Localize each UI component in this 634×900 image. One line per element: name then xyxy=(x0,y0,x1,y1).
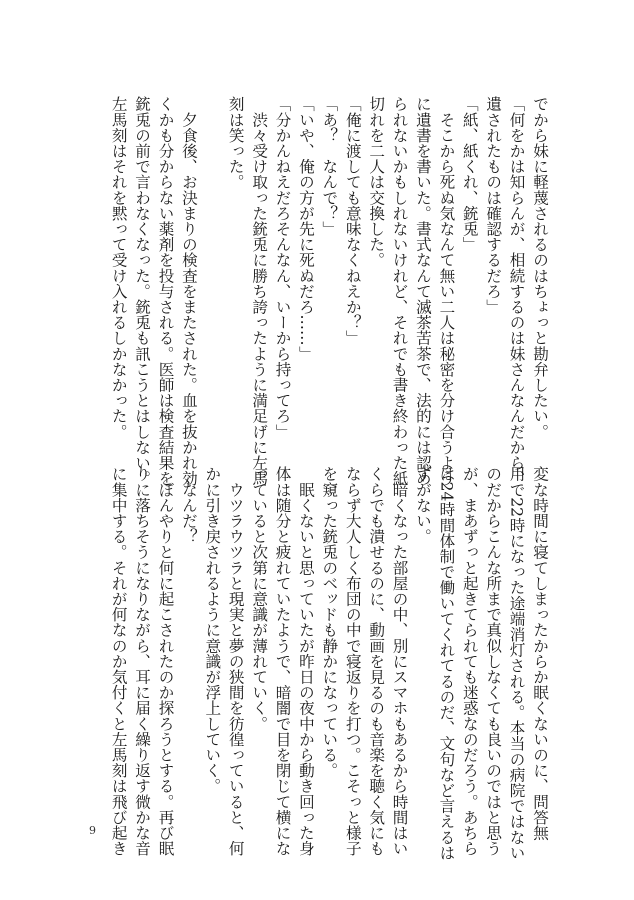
lower-text-line: は24時間体制で働いてくれてるのだ、文句など言えるは xyxy=(437,466,456,861)
upper-text-line: 「分かんねえだろそんなん、いーから持ってろ」 xyxy=(273,96,292,440)
lower-text-line: ならず大人しく布団の中で寝返りを打つ。こそっと様子 xyxy=(343,466,362,856)
upper-text-line: 遺されたものは確認するだろ」 xyxy=(484,96,503,315)
lower-text-line: かに引き戻されるように意識が浮上していく。 xyxy=(203,466,222,794)
lower-text-block xyxy=(81,466,551,861)
lower-text-line: くらでも潰せるのに、動画を見るのも音楽を聴く気にも xyxy=(367,466,386,856)
page-number: 9 xyxy=(89,824,96,837)
upper-text-line: 「あ？ なんで？」 xyxy=(320,96,339,237)
lower-text-line: なんだ？ xyxy=(179,466,198,544)
lower-text-line: 眠くないと思っていたが昨日の夜中から動き回った身 xyxy=(296,466,315,856)
lower-text-line: 用で22時になった途端消灯される。本当の病院ではない xyxy=(507,466,526,861)
upper-text-line: 「紙、紙くれ、銃兎」 xyxy=(460,96,479,252)
upper-text-line: でから妹に軽蔑されるのはちょっと勘弁したい。 xyxy=(531,96,549,440)
lower-text-line: っていると次第に意識が薄れていく。 xyxy=(250,466,269,732)
upper-text-block xyxy=(81,96,551,486)
upper-text-line: 左馬刻はそれを黙って受け入れるしかなかった。 xyxy=(109,96,128,440)
lower-text-line: 体は随分と疲れていたようで、暗闇で目を閉じて横にな xyxy=(273,466,292,856)
lower-text-line: りに落ちそうになりながら、耳に届く繰り返す微かな音 xyxy=(133,466,152,856)
upper-text-line: そこから死ぬ気なんて無い二人は秘密を分け合うよう xyxy=(437,96,456,486)
upper-text-line: に遺書を書いた。書式なんて滅茶苦茶で、法的には認め xyxy=(413,96,432,486)
lower-text-line: を窺った銃兎のベッドも静かになっている。 xyxy=(320,466,339,778)
lower-text-line: のだからこんな所まで真似しなくても良いのではと思う xyxy=(484,466,503,856)
lower-text-line: 暗くなった部屋の中、別にスマホもあるから時間はい xyxy=(390,466,409,856)
upper-text-line: 刻は笑った。 xyxy=(226,96,245,190)
lower-text-line: ずがない。 xyxy=(413,466,432,544)
upper-text-line: 「いや、俺の方が先に死ぬだろ……」 xyxy=(296,96,315,362)
lower-text-line: ぼんやりと何に起こされたのか探ろうとする。再び眠 xyxy=(156,466,175,856)
lower-text-line: が、まあずっと起きてられても迷惑なのだろう。あちら xyxy=(460,466,479,856)
lower-text-line: 変な時間に寝てしまったからか眠くないのに、問答無 xyxy=(531,466,549,841)
upper-text-line: 渋々受け取った銃兎に勝ち誇ったように満足げに左馬 xyxy=(250,96,269,486)
upper-text-line: 「俺に渡しても意味なくねえか？」 xyxy=(343,96,362,346)
upper-text-line: られないかもしれないけれど、それでも書き終わった紙 xyxy=(390,96,409,486)
upper-text-line xyxy=(200,96,223,441)
lower-text-line: に集中する。それが何なのか気付くと左馬刻は飛び起き xyxy=(109,466,128,856)
upper-text-line: 銃兎の前で言わなくなった。銃兎も訊こうとはしない。 xyxy=(133,96,152,486)
lower-text-line: ウツラウツラと現実と夢の狭間を彷徨っていると、何 xyxy=(226,466,245,856)
upper-text-line: くかも分からない薬剤を投与される。医師は検査結果を xyxy=(156,96,175,486)
upper-text-line: 「何をかは知らんが、相続するのは妹さんなんだから、 xyxy=(507,96,526,486)
upper-text-line: 切れを二人は交換した。 xyxy=(367,96,386,268)
upper-text-line: 夕食後、お決まりの検査をまたされた。血を抜かれ効 xyxy=(179,96,198,486)
